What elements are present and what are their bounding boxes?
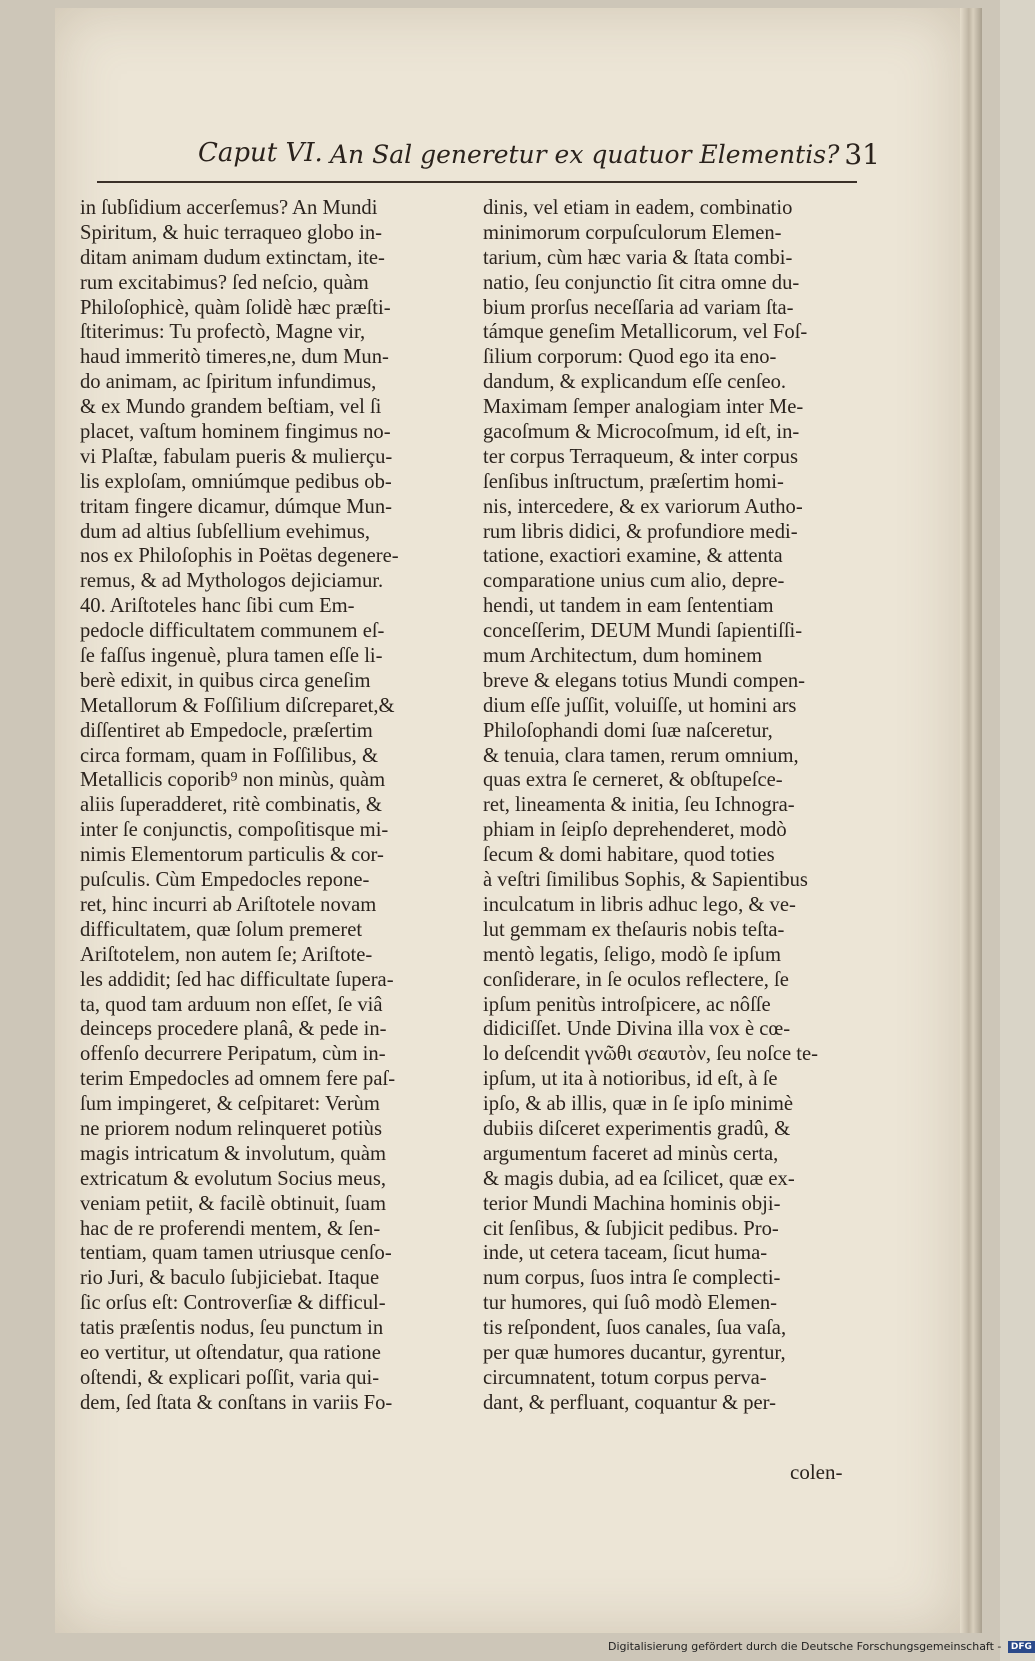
text-line: lis exploſam, omniúmque pedibus ob-	[80, 470, 392, 493]
text-line: magis intricatum & involutum, quàm	[80, 1142, 387, 1165]
digitization-footer	[608, 1640, 1035, 1653]
text-line: natio, ſeu conjunctio ſit citra omne du-	[483, 271, 800, 294]
text-line: nis, intercedere, & ex variorum Autho-	[483, 495, 803, 518]
text-line: tatione, exactiori examine, & attenta	[483, 545, 783, 568]
text-line: berè edixit, in quibus circa geneſim	[80, 669, 371, 692]
text-line: vi Plaſtæ, fabulam pueris & mulierçu-	[80, 445, 393, 468]
text-line: minimorum corpuſculorum Elemen-	[483, 221, 782, 244]
text-line: inculcatum in libris adhuc lego, & ve-	[483, 893, 796, 916]
text-line: breve & elegans totius Mundi compen-	[483, 669, 805, 692]
text-line: offenſo decurrere Peripatum, cùm in-	[80, 1043, 386, 1066]
text-line: ipſum penitùs introſpicere, ac nôſſe	[483, 993, 771, 1016]
text-line: inter ſe conjunctis, compoſitisque mi-	[80, 819, 389, 842]
text-line: dandum, & explicandum eſſe cenſeo.	[483, 371, 787, 394]
text-line: conſiderare, in ſe oculos reflectere, ſe	[483, 968, 789, 991]
text-line: rio Juri, & baculo ſubjiciebat. Itaque	[80, 1267, 380, 1290]
text-line: à veſtri ſimilibus Sophis, & Sapientibus	[483, 869, 808, 892]
dfg-logo: DFG	[1008, 1641, 1035, 1653]
text-line: & magis dubia, ad ea ſcilicet, quæ ex-	[483, 1167, 795, 1190]
text-line: oſtendi, & explicari poſſit, varia qui-	[80, 1366, 380, 1389]
text-line: haud immeritò timeres,ne, dum Mun-	[80, 346, 389, 369]
running-header	[98, 138, 880, 178]
text-line: ta, quod tam arduum non eſſet, ſe viâ	[80, 993, 383, 1016]
text-line: mum Architectum, dum hominem	[483, 645, 763, 668]
text-line: ret, lineamenta & initia, ſeu Ichnogra-	[483, 794, 795, 817]
text-line: 40. Ariſtoteles hanc ſibi cum Em-	[80, 595, 355, 618]
text-line: comparatione unius cum alio, depre-	[483, 570, 785, 593]
catchword: colen-	[790, 1460, 843, 1484]
text-line: Metallorum & Foſſilium diſcreparet,&	[80, 694, 395, 717]
text-line: ſtiterimus: Tu profectò, Magne vir,	[80, 321, 366, 344]
right-text-column	[483, 196, 863, 1416]
text-line: terim Empedocles ad omnem fere paſ-	[80, 1068, 396, 1091]
left-text-column	[80, 196, 460, 1416]
text-line: argumentum faceret ad minùs certa,	[483, 1142, 779, 1165]
text-line: hendi, ut tandem in eam ſententiam	[483, 595, 774, 618]
text-line: tritam fingere dicamur, dúmque Mun-	[80, 495, 392, 518]
text-line: tur humores, qui ſuô modò Elemen-	[483, 1292, 777, 1315]
text-line: lut gemmam ex theſauris nobis teſta-	[483, 918, 785, 941]
text-line: les addidit; ſed hac difficultate ſupera-	[80, 968, 394, 991]
text-line: dinis, vel etiam in eadem, combinatio	[483, 197, 793, 219]
text-line: difficultatem, quæ ſolum premeret	[80, 918, 363, 941]
text-line: aliis ſuperadderet, ritè combinatis, &	[80, 794, 382, 817]
text-line: & ex Mundo grandem beſtiam, vel ſi	[80, 396, 382, 419]
text-line: ſenſibus inſtructum, præſertim homi-	[483, 470, 784, 493]
text-line: dem, ſed ſtata & conſtans in variis Fo-	[80, 1391, 393, 1414]
page-number: 31	[844, 138, 880, 171]
text-line: Ariſtotelem, non autem ſe; Ariſtote-	[80, 943, 373, 966]
text-line: puſculis. Cùm Empedocles repone-	[80, 869, 370, 892]
text-line: per quæ humores ducantur, gyrentur,	[483, 1341, 786, 1364]
text-line: ſecum & domi habitare, quod toties	[483, 844, 775, 867]
text-line: ſe faſſus ingenuè, plura tamen eſſe li-	[80, 645, 383, 668]
text-line: tentiam, quam tamen utriusque cenſo-	[80, 1242, 392, 1265]
text-line: tatis præſentis nodus, ſeu punctum in	[80, 1317, 384, 1340]
chapter-label: Caput VI.	[198, 138, 323, 168]
text-line: quas extra ſe cerneret, & obſtupeſce-	[483, 769, 783, 792]
text-line: inde, ut cetera taceam, ſicut huma-	[483, 1242, 768, 1265]
text-line: ter corpus Terraqueum, & inter corpus	[483, 445, 798, 468]
text-line: extricatum & evolutum Socius meus,	[80, 1167, 387, 1190]
text-line: eo vertitur, ut oſtendatur, qua ratione	[80, 1341, 381, 1364]
text-line: Philoſophandi domi ſuæ naſceretur,	[483, 719, 773, 742]
text-line: ne priorem nodum relinqueret potiùs	[80, 1117, 382, 1140]
text-line: támque geneſim Metallicorum, vel Foſ-	[483, 321, 808, 344]
text-line: circa formam, quam in Foſſilibus, &	[80, 744, 378, 767]
text-line: in ſubſidium accerſemus? An Mundi	[80, 197, 378, 219]
text-line: bium prorſus neceſſaria ad variam ſta-	[483, 296, 794, 319]
text-line: nos ex Philoſophis in Poëtas degenere-	[80, 545, 399, 568]
text-line: dubiis diſceret experimentis gradû, &	[483, 1117, 791, 1140]
text-line: placet, vaſtum hominem fingimus no-	[80, 421, 391, 444]
text-line: diſſentiret ab Empedocle, præſertim	[80, 719, 373, 742]
text-line: nimis Elementorum particulis & cor-	[80, 844, 384, 867]
text-line: num corpus, ſuos intra ſe complecti-	[483, 1267, 781, 1290]
text-line: dium eſſe juſſit, voluiſſe, ut homini ars	[483, 694, 797, 717]
text-line: ipſum, ut ita à notioribus, id eſt, à ſe	[483, 1068, 778, 1091]
text-line: hac de re proferendi mentem, & ſen-	[80, 1217, 381, 1240]
text-line: Maximam ſemper analogiam inter Me-	[483, 396, 804, 419]
text-line: ditam animam dudum extinctam, ite-	[80, 246, 385, 269]
text-line: ſic orſus eſt: Controverſiæ & difficul-	[80, 1292, 386, 1315]
text-line: dant, & perfluant, coquantur & per-	[483, 1391, 776, 1414]
text-line: phiam in ſeipſo deprehenderet, modò	[483, 819, 787, 842]
text-line: Metallicis coporib⁹ non minùs, quàm	[80, 769, 386, 792]
text-line: remus, & ad Mythologos dejiciamur.	[80, 570, 384, 593]
text-line: tis reſpondent, ſuos canales, ſua vaſa,	[483, 1317, 787, 1340]
text-line: cit ſenſibus, & ſubjicit pedibus. Pro-	[483, 1217, 779, 1240]
text-line: & tenuia, clara tamen, rerum omnium,	[483, 744, 799, 767]
text-line: mentò legatis, ſeligo, modò ſe ipſum	[483, 943, 781, 966]
footer-text: Digitalisierung gefördert durch die Deutsche Forschungsgemeinschaft -	[608, 1640, 1002, 1653]
text-line: Philoſophicè, quàm ſolidè hæc præſti-	[80, 296, 391, 319]
text-line: Spiritum, & huic terraqueo globo in-	[80, 221, 382, 244]
text-line: ſilium corporum: Quod ego ita eno-	[483, 346, 777, 369]
text-line: veniam petiit, & facilè obtinuit, ſuam	[80, 1192, 386, 1215]
text-line: conceſſerim, DEUM Mundi ſapientiſſi-	[483, 620, 803, 643]
text-line: deinceps procedere planâ, & pede in-	[80, 1018, 387, 1041]
text-line: pedocle difficultatem communem eſ-	[80, 620, 385, 643]
text-line: terior Mundi Machina hominis obji-	[483, 1192, 781, 1215]
text-line: circumnatent, totum corpus perva-	[483, 1366, 767, 1389]
text-line: rum libris didici, & profundiore medi-	[483, 520, 798, 543]
text-line: tarium, cùm hæc varia & ſtata combi-	[483, 246, 793, 269]
text-line: dum ad altius ſubſellium evehimus,	[80, 520, 370, 543]
text-line: ret, hinc incurri ab Ariſtotele novam	[80, 893, 377, 916]
header-rule	[97, 181, 857, 183]
text-line: rum excitabimus? ſed neſcio, quàm	[80, 271, 369, 294]
text-line: lo deſcendit γνῶθι σεαυτὸν, ſeu noſce te-	[483, 1043, 819, 1066]
text-line: ipſo, & ab illis, quæ in ſe ipſo minimè	[483, 1093, 794, 1116]
page-edge	[960, 8, 982, 1633]
text-line: gacoſmum & Microcoſmum, id eſt, in-	[483, 421, 800, 444]
text-line: do animam, ac ſpiritum infundimus,	[80, 371, 377, 394]
running-title: An Sal generetur ex quatuor Elementis?	[330, 140, 840, 169]
text-line: ſum impingeret, & ceſpitaret: Verùm	[80, 1093, 380, 1116]
text-line: didiciſſet. Unde Divina illa vox è cœ-	[483, 1018, 791, 1041]
